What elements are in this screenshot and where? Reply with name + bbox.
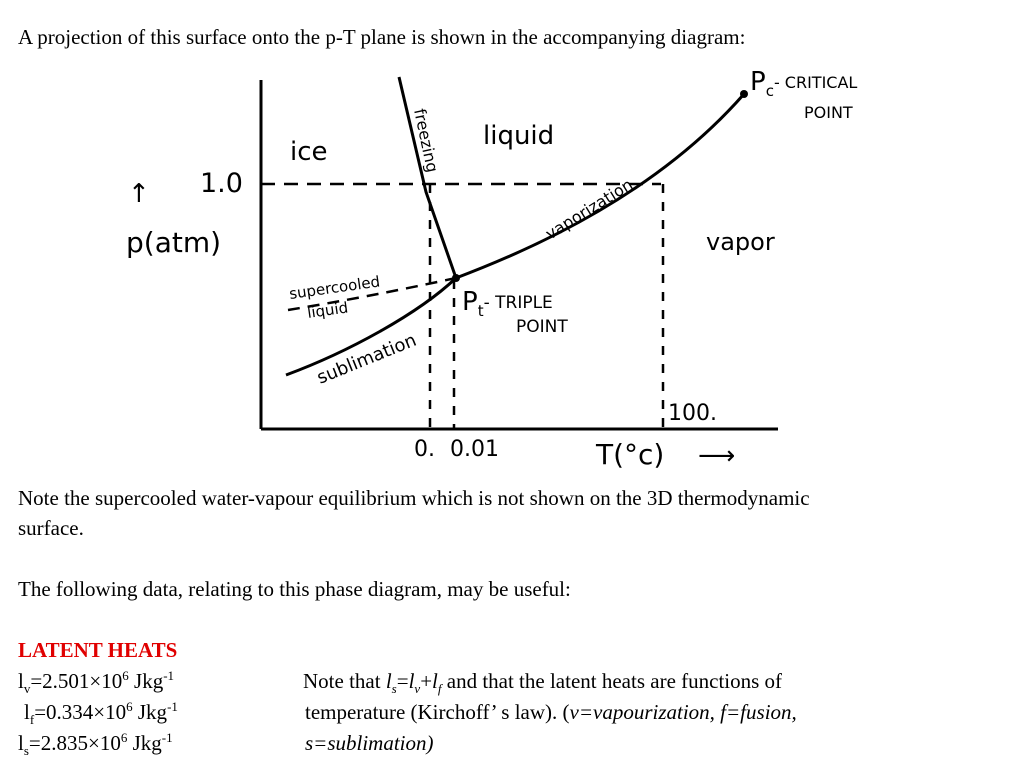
vapor-region-label: vapor xyxy=(706,228,775,256)
note-line-2: surface. xyxy=(18,516,84,540)
supercooled-label-line1: supercooled xyxy=(288,272,382,303)
y-arrow-icon: ↑ xyxy=(128,179,150,209)
p-tick-label: 1.0 xyxy=(200,168,243,199)
latent-heat-sublimation: $l_s=2.835\times 10^6$ Jkg$^{-1}$ xyxy=(18,730,173,758)
latent-heats-title: LATENT HEATS xyxy=(18,638,178,662)
critical-point-dot xyxy=(740,90,748,98)
latent-heat-fusion: $l_f=0.334\times 10^6$ Jkg$^{-1}$ xyxy=(24,699,178,727)
t001-tick-label: 0.01 xyxy=(450,437,499,462)
supercooled-label-line2: liquid xyxy=(306,298,350,322)
triple-point-text2: POINT xyxy=(516,317,568,337)
y-axis-label: p(atm) xyxy=(126,226,222,259)
sublimation-curve-label: sublimation xyxy=(314,329,420,389)
triple-point-dot xyxy=(452,274,460,282)
latent-relation-line-2: temperature (Kirchoff’ s law). (v=vapourization, f=fusion, xyxy=(305,700,797,724)
intro-text: A projection of this surface onto the p-T plane is shown in the accompanying diagram: xyxy=(18,25,746,49)
triple-point-label: $P_t^{- TRIPLE}$ xyxy=(462,287,553,320)
liquid-region-label: liquid xyxy=(483,121,555,151)
x-axis-label: T(°c) xyxy=(596,438,665,471)
phase-diagram xyxy=(118,52,908,478)
x-arrow-icon: ⟶ xyxy=(698,441,736,471)
freezing-curve-label: freezing xyxy=(410,106,443,175)
critical-point-label: $P_c^{- CRITICAL}$ xyxy=(750,67,858,100)
vaporization-curve-label: vaporization xyxy=(542,174,637,244)
useful-text: The following data, relating to this phase diagram, may be useful: xyxy=(18,577,571,601)
t0-tick-label: 0. xyxy=(414,437,435,462)
t100-tick-label: 100. xyxy=(668,401,717,426)
ice-region-label: ice xyxy=(290,137,328,167)
latent-heat-vaporization: $l_v=2.501\times 10^6$ Jkg$^{-1}$ xyxy=(18,668,175,696)
note-line-1: Note the supercooled water-vapour equilibrium which is not shown on the 3D thermodynamic xyxy=(18,486,810,510)
latent-relation-line-3: s=sublimation) xyxy=(305,731,434,755)
critical-point-text2: POINT xyxy=(804,103,853,122)
latent-relation-line-1: Note that $l_s=l_v+l_f$ and that the latent heats are functions of xyxy=(303,669,783,696)
